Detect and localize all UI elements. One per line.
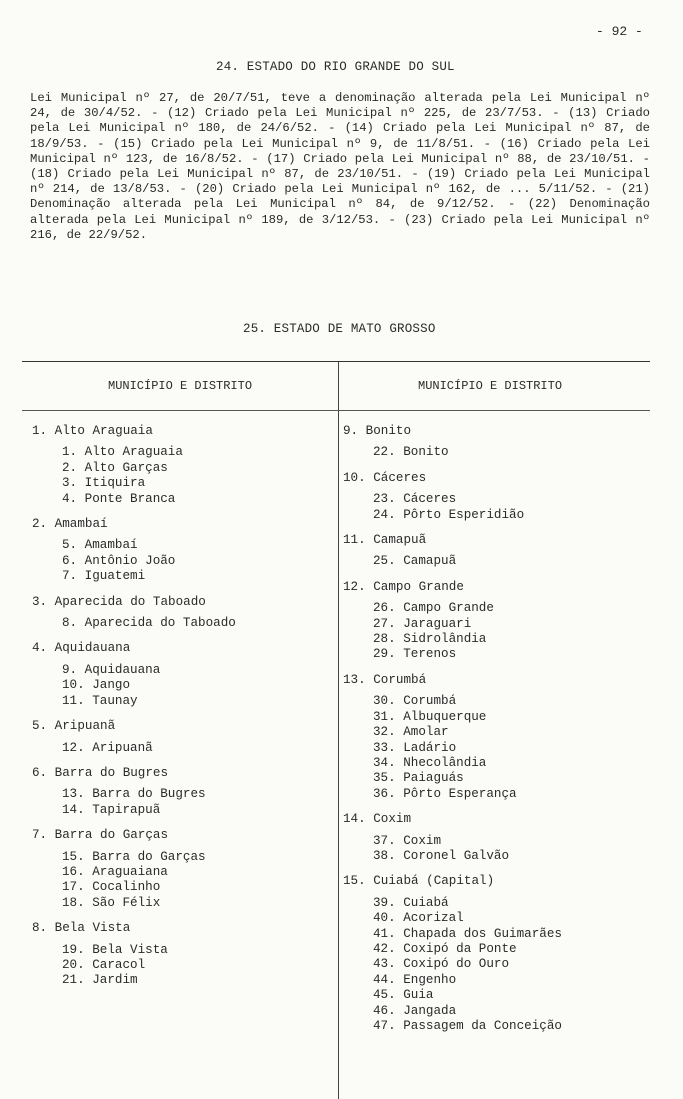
district-item: 3. Itiquira xyxy=(62,476,146,491)
section-25-title: 25. ESTADO DE MATO GROSSO xyxy=(243,322,436,336)
district-item: 20. Caracol xyxy=(62,957,146,972)
municipio-name: 5. Aripuanã xyxy=(32,719,116,734)
district-item: 44. Engenho xyxy=(373,972,457,987)
district-item: 46. Jangada xyxy=(373,1003,457,1018)
district-item: 40. Acorizal xyxy=(373,911,464,926)
district-item: 35. Paiaguás xyxy=(373,771,464,786)
district-item: 18. São Félix xyxy=(62,895,161,910)
page-number: - 92 - xyxy=(596,24,643,39)
municipio-name: 12. Campo Grande xyxy=(343,579,464,594)
municipio-block xyxy=(32,424,332,507)
district-item: 11. Taunay xyxy=(62,693,138,708)
column-divider xyxy=(338,362,339,1099)
section-24-title: 24. ESTADO DO RIO GRANDE DO SUL xyxy=(216,60,455,74)
district-list xyxy=(32,445,332,507)
district-item: 16. Araguaiana xyxy=(62,864,168,879)
municipio-block xyxy=(343,580,643,663)
municipio-name: 3. Aparecida do Taboado xyxy=(32,594,206,609)
district-item: 25. Camapuã xyxy=(373,554,457,569)
district-item: 8. Aparecida do Taboado xyxy=(62,616,236,631)
municipio-name: 2. Amambaí xyxy=(32,517,108,532)
municipio-block xyxy=(343,471,643,523)
district-item: 41. Chapada dos Guimarães xyxy=(373,926,562,941)
municipio-block xyxy=(32,719,332,756)
district-item: 26. Campo Grande xyxy=(373,601,494,616)
district-item: 47. Passagem da Conceição xyxy=(373,1019,562,1033)
district-list xyxy=(32,787,332,818)
district-item: 7. Iguatemi xyxy=(62,569,146,584)
district-item: 19. Bela Vista xyxy=(62,942,168,957)
district-item: 38. Coronel Galvão xyxy=(373,848,510,863)
municipio-block xyxy=(32,921,332,989)
district-list xyxy=(343,834,643,865)
municipio-block xyxy=(32,517,332,585)
municipio-table xyxy=(22,361,650,1099)
district-item: 36. Pôrto Esperança xyxy=(373,786,517,801)
municipio-block xyxy=(32,641,332,709)
district-item: 1. Alto Araguaia xyxy=(62,445,183,460)
municipio-name: 14. Coxim xyxy=(343,812,412,827)
district-list xyxy=(343,445,643,460)
district-item: 9. Aquidauana xyxy=(62,662,161,677)
district-item: 43. Coxipó do Ouro xyxy=(373,957,510,972)
district-item: 14. Tapirapuã xyxy=(62,802,161,817)
district-item: 22. Bonito xyxy=(373,445,449,460)
municipio-block xyxy=(32,766,332,818)
district-item: 5. Amambaí xyxy=(62,538,138,553)
municipio-block xyxy=(32,828,332,911)
municipio-block xyxy=(32,595,332,632)
district-item: 29. Terenos xyxy=(373,647,457,662)
district-list xyxy=(343,492,643,523)
municipio-block xyxy=(343,673,643,802)
district-list xyxy=(32,741,332,756)
district-list xyxy=(32,850,332,912)
district-item: 23. Cáceres xyxy=(373,492,457,507)
district-list xyxy=(32,663,332,709)
municipio-name: 11. Camapuã xyxy=(343,533,427,548)
district-item: 42. Coxipó da Ponte xyxy=(373,941,517,956)
district-item: 32. Amolar xyxy=(373,725,449,740)
district-item: 21. Jardim xyxy=(62,973,138,988)
district-list xyxy=(343,694,643,802)
district-item: 39. Cuiabá xyxy=(373,895,449,910)
column-header-left: MUNICÍPIO E DISTRITO xyxy=(108,379,253,393)
district-list xyxy=(32,616,332,631)
district-item: 27. Jaraguari xyxy=(373,616,472,631)
district-item: 33. Ladário xyxy=(373,740,457,755)
column-header-right: MUNICÍPIO E DISTRITO xyxy=(418,379,563,393)
municipio-name: 15. Cuiabá (Capital) xyxy=(343,874,495,889)
district-list xyxy=(343,601,643,663)
district-item: 31. Albuquerque xyxy=(373,709,487,724)
section-24-paragraph: Lei Municipal nº 27, de 20/7/51, teve a denominação alterada pela Lei Municipal nº 24, de 30/4/52. - (12) Criado pela Lei Municipal nº 225, de 23/7/53. - (13) Criado pela Lei Municipal nº 180, de 24/6/52. - (14) Criado pela Lei Municipal nº 87, de 18/9/53. - (15) Criado pela Lei Municipal nº 9, de 11/8/51. - (16) Criado pela Lei Municipal nº 123, de 16/8/52. - (17) Criado pela Lei Municipal nº 88, de 23/10/51. - (18) Criado pela Lei Municipal nº 87, de 23/10/51. - (19) Criado pela Lei Municipal nº 214, de 13/8/53. - (20) Criado pela Lei Municipal nº 162, de ... 5/11/52. - (21) Denominação alterada pela Lei Municipal nº 84, de 9/12/52. - (22) Denominação alterada pela Lei Municipal nº 189, de 3/12/53. - (23) Criado pela Lei Municipal nº 216, de 22/9/52. xyxy=(30,91,650,242)
right-column xyxy=(343,424,643,1034)
municipio-block xyxy=(343,874,643,1034)
district-item: 37. Coxim xyxy=(373,833,442,848)
municipio-name: 8. Bela Vista xyxy=(32,921,131,936)
municipio-name: 4. Aquidauana xyxy=(32,641,131,656)
district-item: 4. Ponte Branca xyxy=(62,491,176,506)
header-rule xyxy=(22,410,650,411)
municipio-name: 9. Bonito xyxy=(343,424,412,438)
municipio-name: 7. Barra do Garças xyxy=(32,828,169,843)
municipio-block xyxy=(343,812,643,864)
left-column xyxy=(32,424,332,989)
district-item: 24. Pôrto Esperidião xyxy=(373,507,525,522)
district-item: 2. Alto Garças xyxy=(62,460,168,475)
municipio-name: 10. Cáceres xyxy=(343,470,427,485)
district-item: 12. Aripuanã xyxy=(62,740,153,755)
municipio-block xyxy=(343,533,643,570)
district-item: 17. Cocalinho xyxy=(62,880,161,895)
district-list xyxy=(343,896,643,1035)
municipio-name: 1. Alto Araguaia xyxy=(32,424,153,438)
municipio-name: 13. Corumbá xyxy=(343,672,427,687)
district-item: 6. Antônio João xyxy=(62,553,176,568)
district-item: 34. Nhecolândia xyxy=(373,755,487,770)
district-item: 30. Corumbá xyxy=(373,694,457,709)
district-item: 28. Sidrolândia xyxy=(373,632,487,647)
district-item: 10. Jango xyxy=(62,678,131,693)
district-list xyxy=(343,554,643,569)
district-item: 45. Guia xyxy=(373,988,434,1003)
municipio-block xyxy=(343,424,643,461)
municipio-name: 6. Barra do Bugres xyxy=(32,765,169,780)
district-list xyxy=(32,538,332,584)
district-list xyxy=(32,943,332,989)
district-item: 15. Barra do Garças xyxy=(62,849,206,864)
district-item: 13. Barra do Bugres xyxy=(62,787,206,802)
